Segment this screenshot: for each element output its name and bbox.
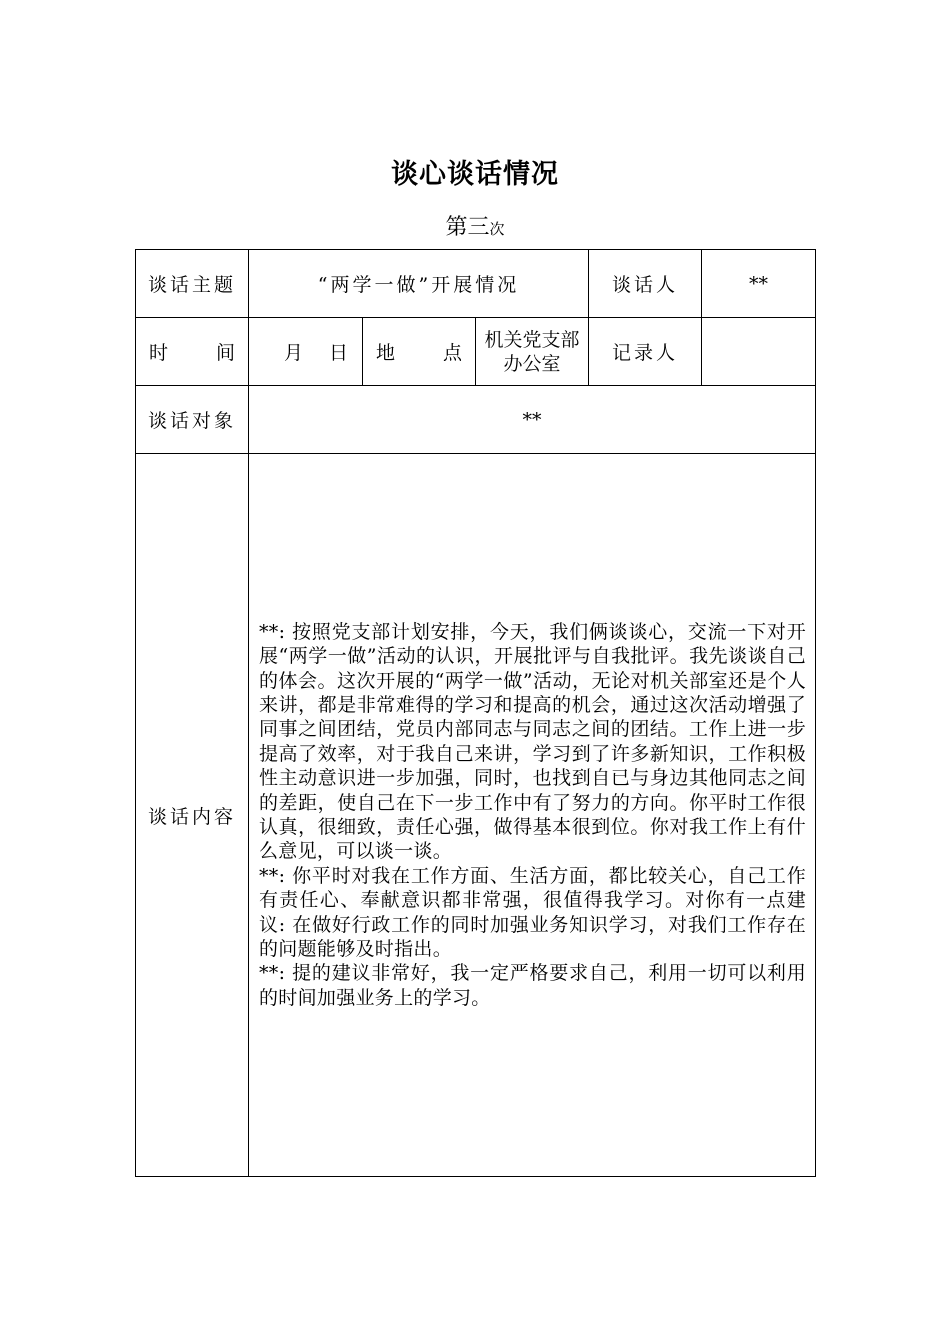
time-label-b: 间	[215, 342, 235, 364]
topic-row	[136, 250, 816, 318]
place-label-b: 点	[442, 342, 462, 364]
recorder-label: 记录人	[589, 318, 702, 386]
session-number-main: 第三	[445, 215, 490, 240]
page-title: 谈心谈话情况	[391, 159, 559, 190]
content-paragraph: **: 按照党支部计划安排，今天，我们俩谈谈心，交流一下对开展“两学一做”活动的认识，开展批评与自我批评。我先谈谈自己的体会。这次开展的“两学一做”活动，无论对机关部室还是个人来讲，都是非常难得的学习和提高的机会，通过这次活动增强了同事之间团结，党员内部同志与同志之间的团结。工作上进一步提高了效率，对于我自己来讲，学习到了许多新知识，工作积极性主动意识进一步加强，同时，也找到自已与身边其他同志之间的差距，使自己在下一步工作中有了努力的方向。你平时工作很认真，很细致，责任心强，做得基本很到位。你对我工作上有什么意见，可以谈一谈。	[259, 620, 807, 863]
place-label-a: 地	[376, 342, 396, 364]
month-label: 月	[283, 342, 303, 364]
recorder-value	[702, 318, 816, 386]
topic-label: 谈话主题	[136, 250, 249, 318]
time-place-row	[136, 318, 816, 386]
content-row	[136, 454, 816, 1177]
date-value	[249, 318, 363, 386]
place-value	[476, 318, 589, 386]
content-label: 谈话内容	[136, 454, 249, 1177]
place-value-line2: 办公室	[503, 352, 561, 375]
content-body	[249, 454, 816, 1177]
time-label-a: 时	[149, 342, 169, 364]
session-number	[0, 210, 950, 241]
target-value: **	[249, 386, 816, 454]
speaker-value: **	[702, 250, 816, 318]
session-number-suffix: 次	[489, 220, 505, 238]
time-label	[136, 318, 249, 386]
topic-value: “两学一做”开展情况	[249, 250, 589, 318]
target-label: 谈话对象	[136, 386, 249, 454]
target-row	[136, 386, 816, 454]
place-label	[363, 318, 476, 386]
talk-record-form	[135, 249, 816, 1177]
content-paragraph: **: 你平时对我在工作方面、生活方面，都比较关心，自己工作有责任心、奉献意识都非常强，很值得我学习。对你有一点建议: 在做好行政工作的同时加强业务知识学习，对我们工作存在的问题能够及时指出。	[259, 864, 807, 961]
speaker-label: 谈话人	[589, 250, 702, 318]
content-paragraph: **: 提的建议非常好，我一定严格要求自己，利用一切可以利用的时间加强业务上的学习。	[259, 962, 807, 1009]
place-value-line1: 机关党支部	[484, 328, 580, 351]
day-label: 日	[328, 342, 348, 364]
